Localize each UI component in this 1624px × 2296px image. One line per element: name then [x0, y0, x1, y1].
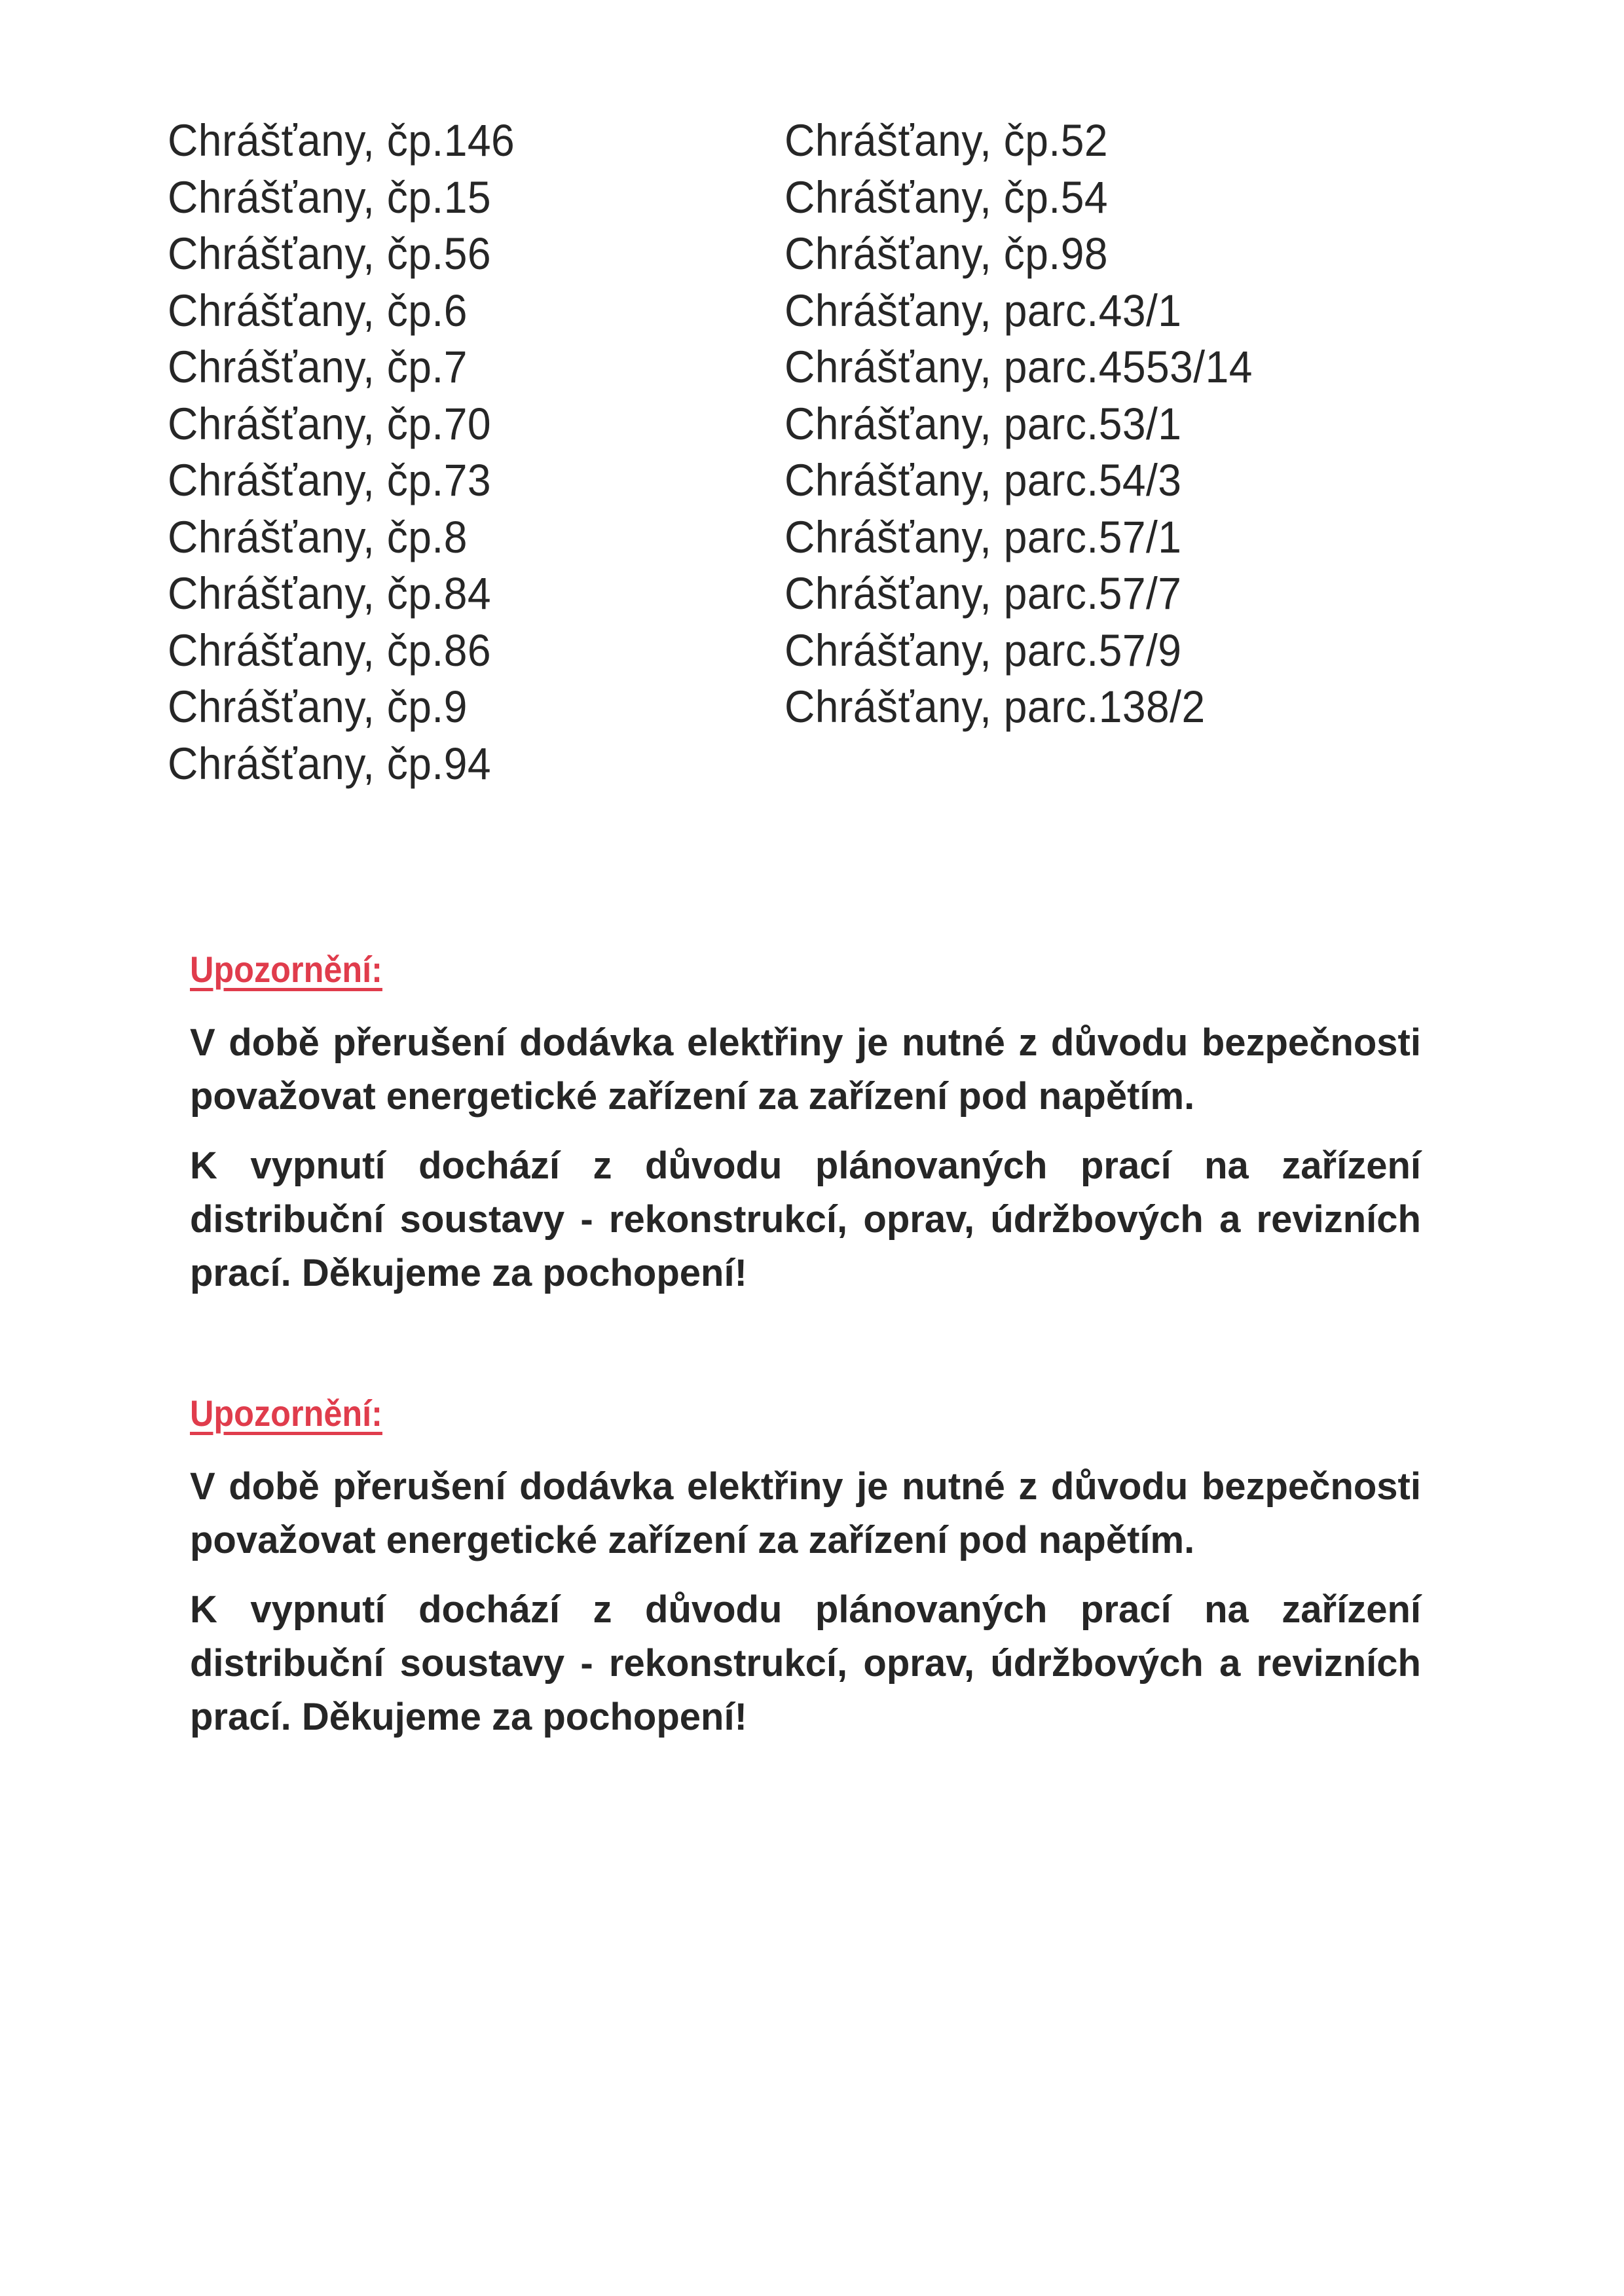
- address-list-right: [784, 113, 1253, 736]
- warning-paragraph-safety: V době přerušení dodávka elektřiny je nutné z důvodu bezpečnosti považovat energetické zařízení za zařízení pod napětím.: [190, 1021, 1421, 1118]
- address-item: Chrášťany, čp.6: [168, 285, 468, 336]
- address-item: Chrášťany, čp.70: [168, 398, 492, 449]
- address-item: Chrášťany, parc.53/1: [784, 398, 1182, 449]
- address-item: Chrášťany, čp.86: [168, 625, 492, 676]
- address-item: Chrášťany, čp.7: [168, 342, 468, 392]
- address-list-left: [168, 113, 515, 792]
- address-item: Chrášťany, parc.54/3: [784, 455, 1182, 505]
- address-item: Chrášťany, parc.43/1: [784, 285, 1182, 336]
- warning-title: Upozornění:: [190, 949, 382, 990]
- address-item: Chrášťany, čp.9: [168, 682, 468, 732]
- warning-title: Upozornění:: [190, 1393, 382, 1434]
- warning-notice: [190, 1392, 1421, 1744]
- address-item: Chrášťany, parc.57/9: [784, 625, 1182, 676]
- address-item: Chrášťany, parc.4553/14: [784, 342, 1253, 392]
- warning-notice: [190, 948, 1421, 1300]
- address-item: Chrášťany, parc.138/2: [784, 682, 1206, 732]
- address-item: Chrášťany, čp.73: [168, 455, 492, 505]
- warning-paragraph-reason: K vypnutí dochází z důvodu plánovaných prací na zařízení distribuční soustavy - rekonstrukcí, oprav, údržbových a revizních prací. Děkujeme za pochopení!: [190, 1144, 1421, 1294]
- address-item: Chrášťany, parc.57/1: [784, 511, 1182, 562]
- address-item: Chrášťany, čp.54: [784, 172, 1109, 223]
- address-item: Chrášťany, čp.8: [168, 511, 468, 562]
- warning-paragraph-reason: K vypnutí dochází z důvodu plánovaných prací na zařízení distribuční soustavy - rekonstrukcí, oprav, údržbových a revizních prací. Děkujeme za pochopení!: [190, 1588, 1421, 1738]
- address-item: Chrášťany, čp.15: [168, 172, 492, 223]
- address-item: Chrášťany, čp.94: [168, 738, 492, 789]
- address-item: Chrášťany, čp.52: [784, 115, 1109, 166]
- address-item: Chrášťany, čp.84: [168, 568, 492, 619]
- address-item: Chrášťany, čp.98: [784, 228, 1109, 279]
- address-item: Chrášťany, parc.57/7: [784, 568, 1182, 619]
- address-item: Chrášťany, čp.146: [168, 115, 515, 166]
- address-item: Chrášťany, čp.56: [168, 228, 492, 279]
- warning-paragraph-safety: V době přerušení dodávka elektřiny je nutné z důvodu bezpečnosti považovat energetické zařízení za zařízení pod napětím.: [190, 1465, 1421, 1561]
